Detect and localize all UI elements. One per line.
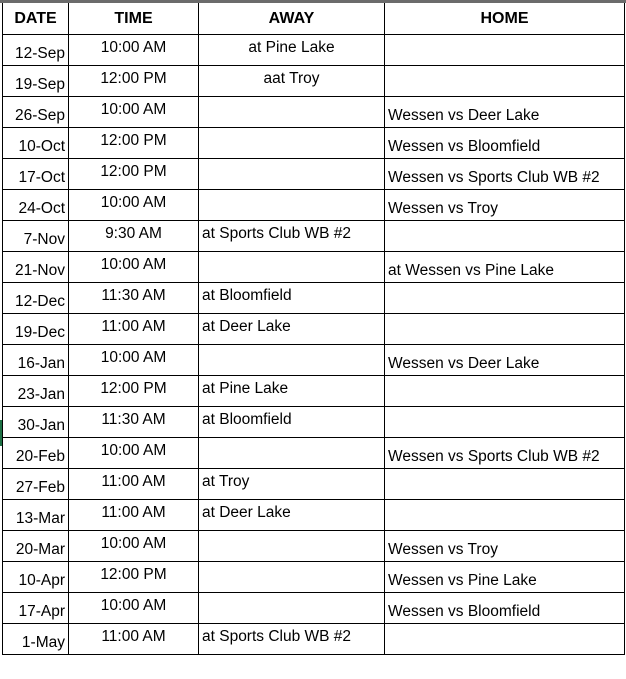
header-date[interactable]: DATE — [3, 1, 69, 35]
date-cell[interactable]: 12-Sep — [3, 35, 69, 66]
date-cell[interactable]: 20-Mar — [3, 531, 69, 562]
away-cell[interactable]: at Pine Lake — [199, 35, 385, 66]
time-cell[interactable]: 10:00 AM — [69, 252, 199, 283]
header-home[interactable]: HOME — [385, 1, 625, 35]
schedule-table — [2, 0, 625, 655]
date-cell[interactable]: 26-Sep — [3, 97, 69, 128]
time-cell[interactable]: 12:00 PM — [69, 562, 199, 593]
time-cell[interactable]: 12:00 PM — [69, 376, 199, 407]
away-cell[interactable] — [199, 562, 385, 593]
time-cell[interactable]: 12:00 PM — [69, 66, 199, 97]
away-cell[interactable]: at Troy — [199, 469, 385, 500]
date-cell[interactable]: 19-Dec — [3, 314, 69, 345]
table-row — [3, 128, 625, 159]
home-cell[interactable] — [385, 283, 625, 314]
table-row — [3, 376, 625, 407]
away-cell[interactable] — [199, 531, 385, 562]
away-cell[interactable]: aat Troy — [199, 66, 385, 97]
date-cell[interactable]: 12-Dec — [3, 283, 69, 314]
date-cell[interactable]: 19-Sep — [3, 66, 69, 97]
home-cell[interactable] — [385, 469, 625, 500]
table-row — [3, 221, 625, 252]
time-cell[interactable]: 10:00 AM — [69, 35, 199, 66]
date-cell[interactable]: 23-Jan — [3, 376, 69, 407]
home-cell[interactable]: Wessen vs Troy — [385, 190, 625, 221]
table-row — [3, 97, 625, 128]
home-cell[interactable] — [385, 221, 625, 252]
away-cell[interactable] — [199, 438, 385, 469]
away-cell[interactable] — [199, 159, 385, 190]
header-row — [3, 1, 625, 35]
table-row — [3, 469, 625, 500]
home-cell[interactable]: Wessen vs Sports Club WB #2 — [385, 159, 625, 190]
table-row — [3, 66, 625, 97]
table-row — [3, 407, 625, 438]
home-cell[interactable] — [385, 66, 625, 97]
time-cell[interactable]: 10:00 AM — [69, 593, 199, 624]
home-cell[interactable] — [385, 314, 625, 345]
home-cell[interactable]: Wessen vs Bloomfield — [385, 128, 625, 159]
date-cell[interactable]: 27-Feb — [3, 469, 69, 500]
away-cell[interactable]: at Sports Club WB #2 — [199, 221, 385, 252]
home-cell[interactable] — [385, 407, 625, 438]
away-cell[interactable]: at Deer Lake — [199, 314, 385, 345]
time-cell[interactable]: 11:00 AM — [69, 314, 199, 345]
away-cell[interactable]: at Bloomfield — [199, 283, 385, 314]
home-cell[interactable] — [385, 376, 625, 407]
header-time[interactable]: TIME — [69, 1, 199, 35]
home-cell[interactable] — [385, 35, 625, 66]
table-row — [3, 562, 625, 593]
table-row — [3, 500, 625, 531]
top-border — [0, 0, 626, 3]
time-cell[interactable]: 12:00 PM — [69, 159, 199, 190]
home-cell[interactable]: Wessen vs Deer Lake — [385, 345, 625, 376]
away-cell[interactable]: at Pine Lake — [199, 376, 385, 407]
date-cell[interactable]: 20-Feb — [3, 438, 69, 469]
table-row — [3, 252, 625, 283]
away-cell[interactable]: at Deer Lake — [199, 500, 385, 531]
away-cell[interactable] — [199, 190, 385, 221]
time-cell[interactable]: 9:30 AM — [69, 221, 199, 252]
time-cell[interactable]: 10:00 AM — [69, 438, 199, 469]
table-row — [3, 159, 625, 190]
table-row — [3, 190, 625, 221]
home-cell[interactable] — [385, 624, 625, 655]
table-row — [3, 624, 625, 655]
away-cell[interactable] — [199, 128, 385, 159]
date-cell[interactable]: 17-Apr — [3, 593, 69, 624]
date-cell[interactable]: 10-Apr — [3, 562, 69, 593]
time-cell[interactable]: 10:00 AM — [69, 190, 199, 221]
away-cell[interactable] — [199, 345, 385, 376]
time-cell[interactable]: 11:30 AM — [69, 283, 199, 314]
date-cell[interactable]: 10-Oct — [3, 128, 69, 159]
away-cell[interactable]: at Sports Club WB #2 — [199, 624, 385, 655]
time-cell[interactable]: 11:00 AM — [69, 624, 199, 655]
home-cell[interactable]: at Wessen vs Pine Lake — [385, 252, 625, 283]
time-cell[interactable]: 10:00 AM — [69, 97, 199, 128]
date-cell[interactable]: 24-Oct — [3, 190, 69, 221]
home-cell[interactable]: Wessen vs Pine Lake — [385, 562, 625, 593]
date-cell[interactable]: 17-Oct — [3, 159, 69, 190]
date-cell[interactable]: 16-Jan — [3, 345, 69, 376]
table-row — [3, 438, 625, 469]
table-row — [3, 314, 625, 345]
time-cell[interactable]: 11:00 AM — [69, 469, 199, 500]
date-cell[interactable]: 7-Nov — [3, 221, 69, 252]
away-cell[interactable] — [199, 252, 385, 283]
table-row — [3, 531, 625, 562]
time-cell[interactable]: 11:00 AM — [69, 500, 199, 531]
date-cell[interactable]: 1-May — [3, 624, 69, 655]
home-cell[interactable]: Wessen vs Sports Club WB #2 — [385, 438, 625, 469]
home-cell[interactable]: Wessen vs Deer Lake — [385, 97, 625, 128]
home-cell[interactable]: Wessen vs Bloomfield — [385, 593, 625, 624]
table-row — [3, 345, 625, 376]
table-row — [3, 35, 625, 66]
time-cell[interactable]: 10:00 AM — [69, 345, 199, 376]
cell-selection-marker — [0, 420, 2, 446]
time-cell[interactable]: 10:00 AM — [69, 531, 199, 562]
date-cell[interactable]: 13-Mar — [3, 500, 69, 531]
date-cell[interactable]: 30-Jan — [3, 407, 69, 438]
away-cell[interactable]: at Bloomfield — [199, 407, 385, 438]
away-cell[interactable] — [199, 97, 385, 128]
home-cell[interactable] — [385, 500, 625, 531]
date-cell[interactable]: 21-Nov — [3, 252, 69, 283]
home-cell[interactable]: Wessen vs Troy — [385, 531, 625, 562]
table-row — [3, 283, 625, 314]
away-cell[interactable] — [199, 593, 385, 624]
time-cell[interactable]: 12:00 PM — [69, 128, 199, 159]
time-cell[interactable]: 11:30 AM — [69, 407, 199, 438]
header-away[interactable]: AWAY — [199, 1, 385, 35]
table-row — [3, 593, 625, 624]
